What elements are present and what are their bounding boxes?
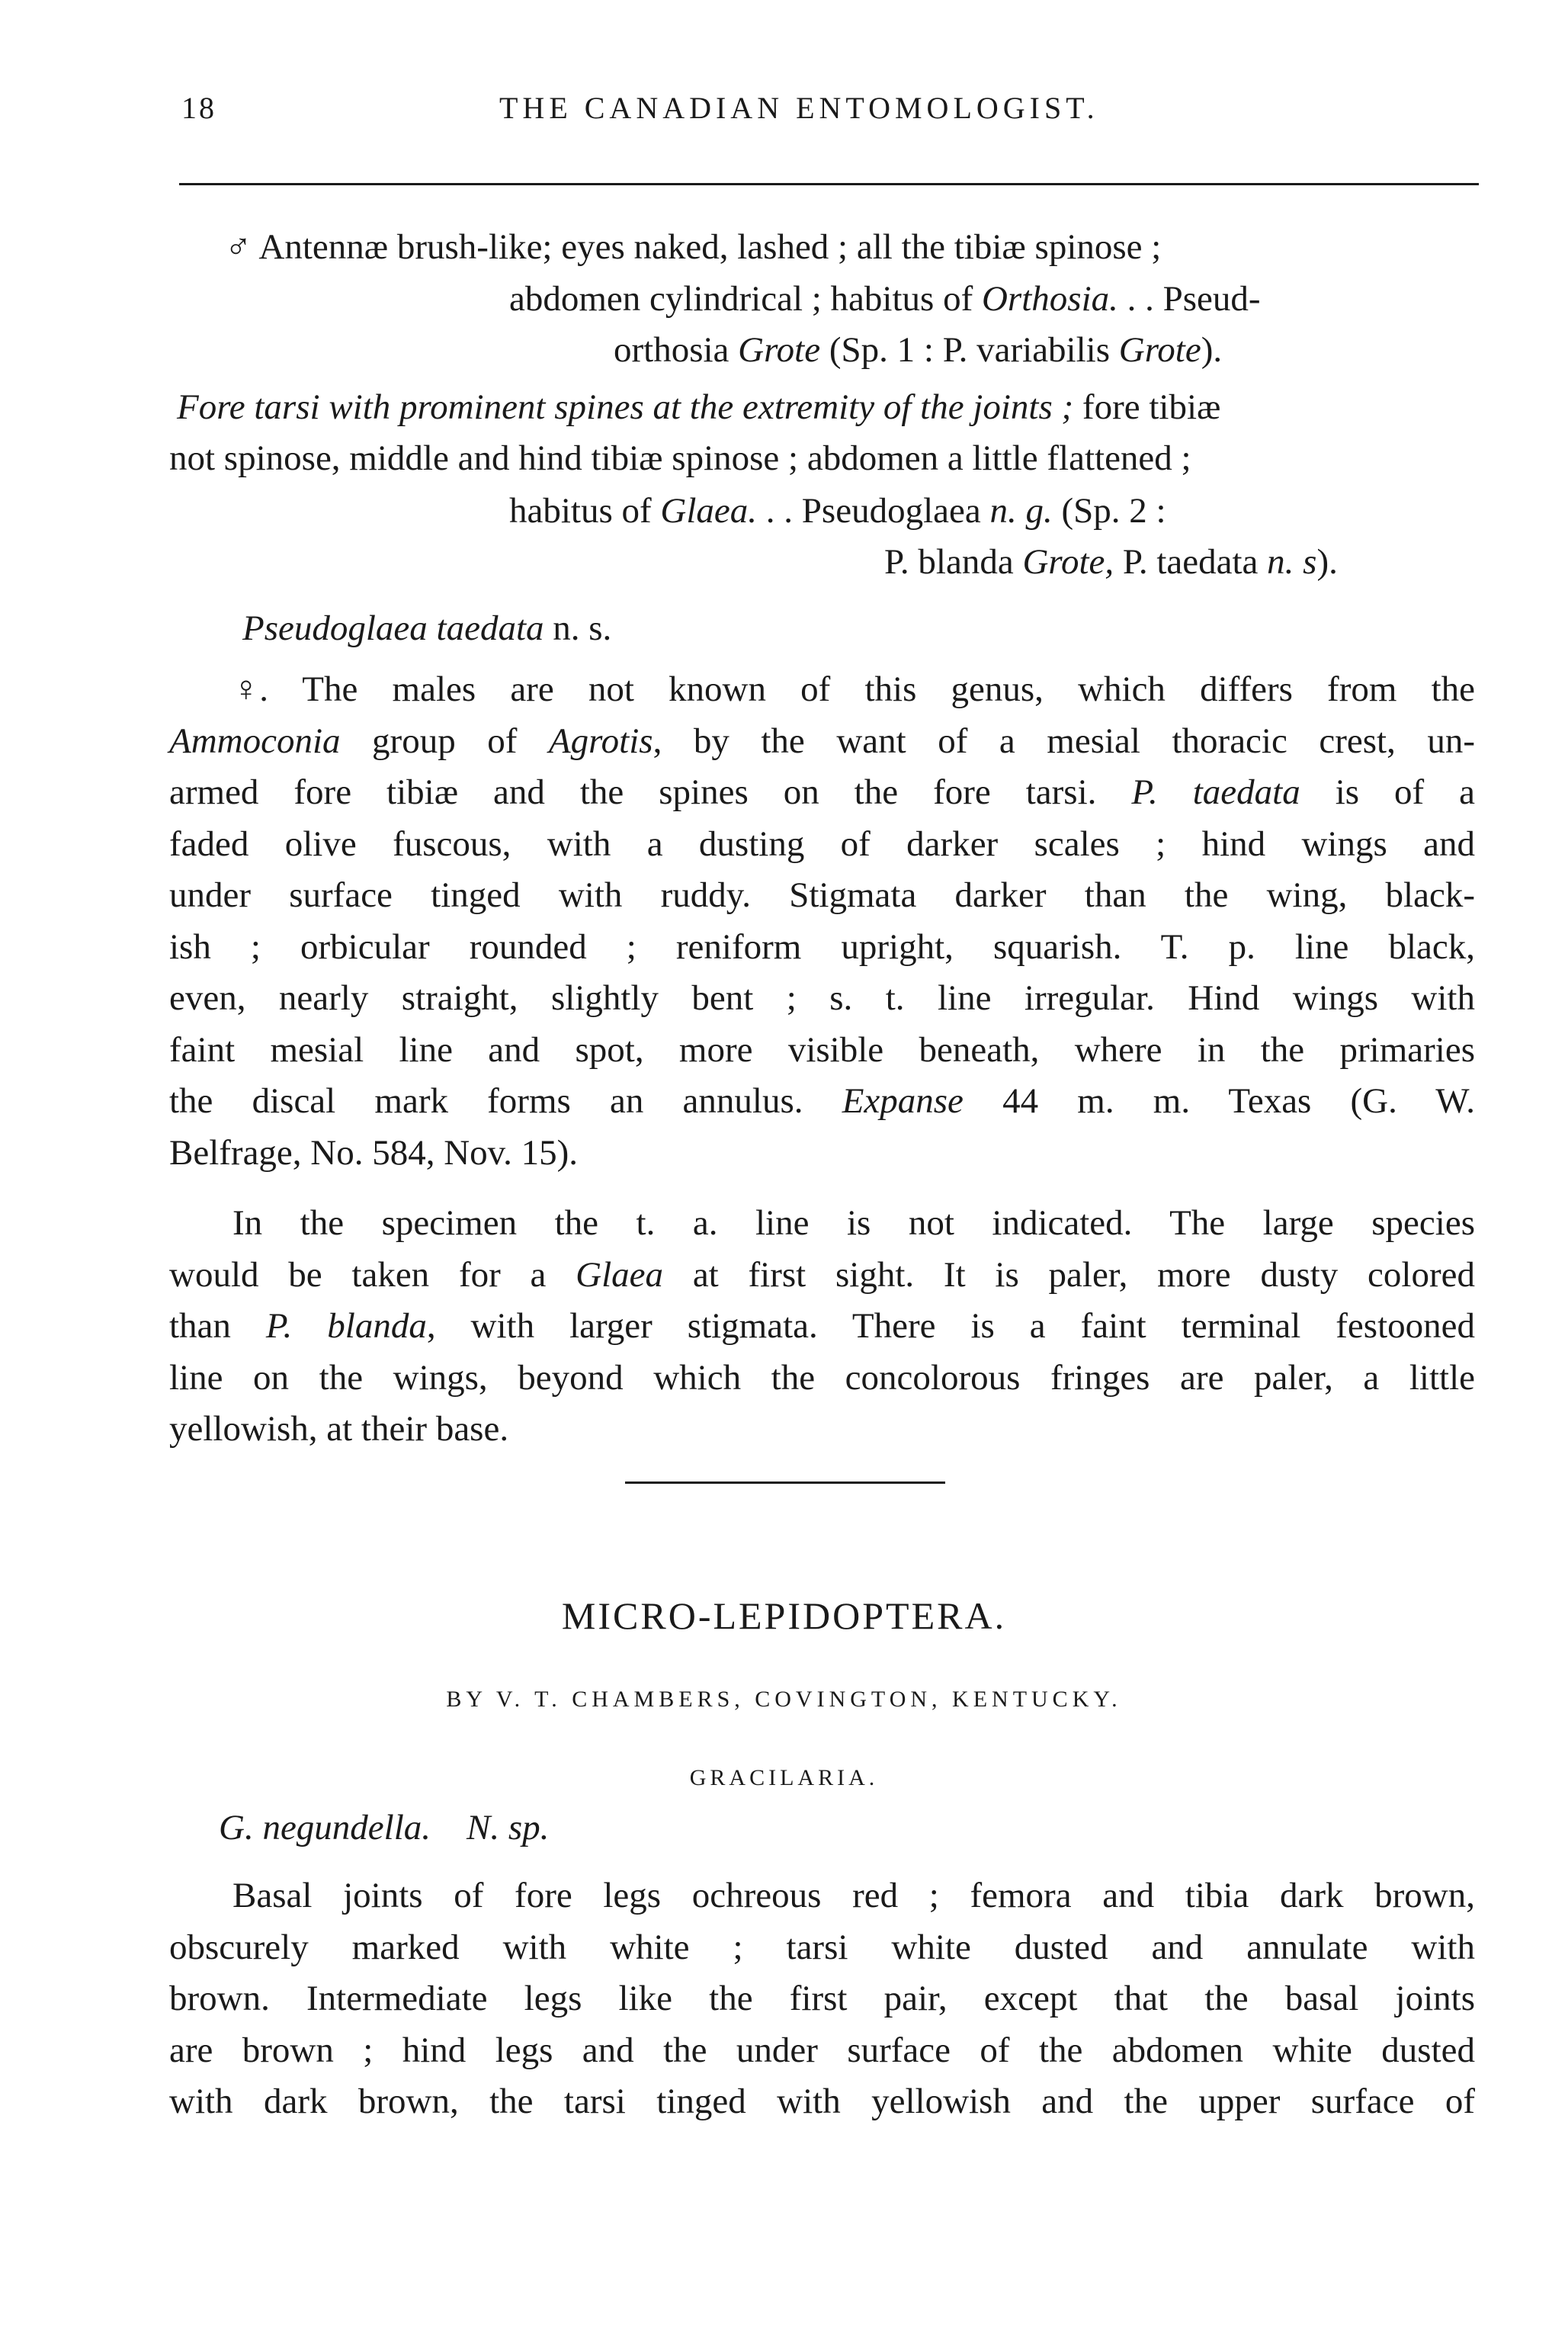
- key-line: Fore tarsi with prominent spines at the extremity of the joints ; fore tibiæ: [177, 387, 1221, 427]
- text-line: with dark brown, the tarsi tinged with yellowish and the upper surface of: [169, 2082, 1475, 2121]
- text-line: would be taken for a Glaea at first sight. It is paler, more dusty colored: [169, 1254, 1475, 1295]
- text-line: obscurely marked with white ; tarsi white dusted and annulate with: [169, 1927, 1475, 1967]
- author-byline: BY V. T. CHAMBERS, COVINGTON, KENTUCKY.: [446, 1687, 1122, 1712]
- key-line: ♂ Antennæ brush-like; eyes naked, lashed ; all the tibiæ spinose ;: [225, 227, 1162, 267]
- key-line: orthosia Grote (Sp. 1 : P. variabilis Grote).: [614, 330, 1223, 370]
- text-line: line on the wings, beyond which the concolorous fringes are paler, a little: [169, 1357, 1475, 1398]
- key-line: not spinose, middle and hind tibiæ spinose ; abdomen a little flattened ;: [169, 438, 1191, 478]
- text-line: armed fore tibiæ and the spines on the fore tarsi. P. taedata is of a: [169, 772, 1475, 812]
- text-line: the discal mark forms an annulus. Expanse 44 m. m. Texas (G. W.: [169, 1081, 1476, 1121]
- genus-heading: GRACILARIA.: [689, 1765, 879, 1790]
- text-line: are brown ; hind legs and the under surface of the abdomen white dusted: [169, 2030, 1475, 2070]
- text-line: In the specimen the t. a. line is not indicated. The large species: [232, 1203, 1475, 1243]
- header-rule: [179, 183, 1479, 185]
- text-line: ♀. The males are not known of this genus, which differs from the: [232, 669, 1475, 709]
- key-line: P. blanda Grote, P. taedata n. s).: [884, 542, 1338, 582]
- key-line: habitus of Glaea. . . Pseudoglaea n. g. (Sp. 2 :: [509, 491, 1166, 531]
- text-line: than P. blanda, with larger stigmata. There is a faint terminal festooned: [169, 1306, 1475, 1346]
- text-line: faint mesial line and spot, more visible beneath, where in the primaries: [169, 1029, 1475, 1070]
- text-line: brown. Intermediate legs like the first pair, except that the basal joints: [169, 1979, 1475, 2018]
- page-number: 18: [181, 91, 216, 125]
- section-title: MICRO-LEPIDOPTERA.: [561, 1594, 1007, 1637]
- section-divider: [625, 1481, 945, 1484]
- text-line: faded olive fuscous, with a dusting of darker scales ; hind wings and: [169, 823, 1475, 864]
- text-line: yellowish, at their base.: [169, 1409, 509, 1449]
- text-line: even, nearly straight, slightly bent ; s. t. line irregular. Hind wings with: [169, 978, 1475, 1018]
- key-line: abdomen cylindrical ; habitus of Orthosia. . . Pseud-: [509, 279, 1261, 319]
- text-line: Belfrage, No. 584, Nov. 15).: [169, 1132, 579, 1173]
- text-line: ish ; orbicular rounded ; reniform upright, squarish. T. p. line black,: [169, 926, 1475, 967]
- text-line: Basal joints of fore legs ochreous red ; femora and tibia dark brown,: [232, 1876, 1475, 1915]
- species-heading: Pseudoglaea taedata n. s.: [242, 608, 612, 648]
- text-line: under surface tinged with ruddy. Stigmata darker than the wing, black-: [169, 875, 1475, 915]
- text-line: Ammoconia group of Agrotis, by the want of a mesial thoracic crest, un-: [169, 721, 1476, 761]
- species-heading-2: G. negundella. N. sp.: [219, 1808, 550, 1847]
- running-title: THE CANADIAN ENTOMOLOGIST.: [499, 91, 1099, 125]
